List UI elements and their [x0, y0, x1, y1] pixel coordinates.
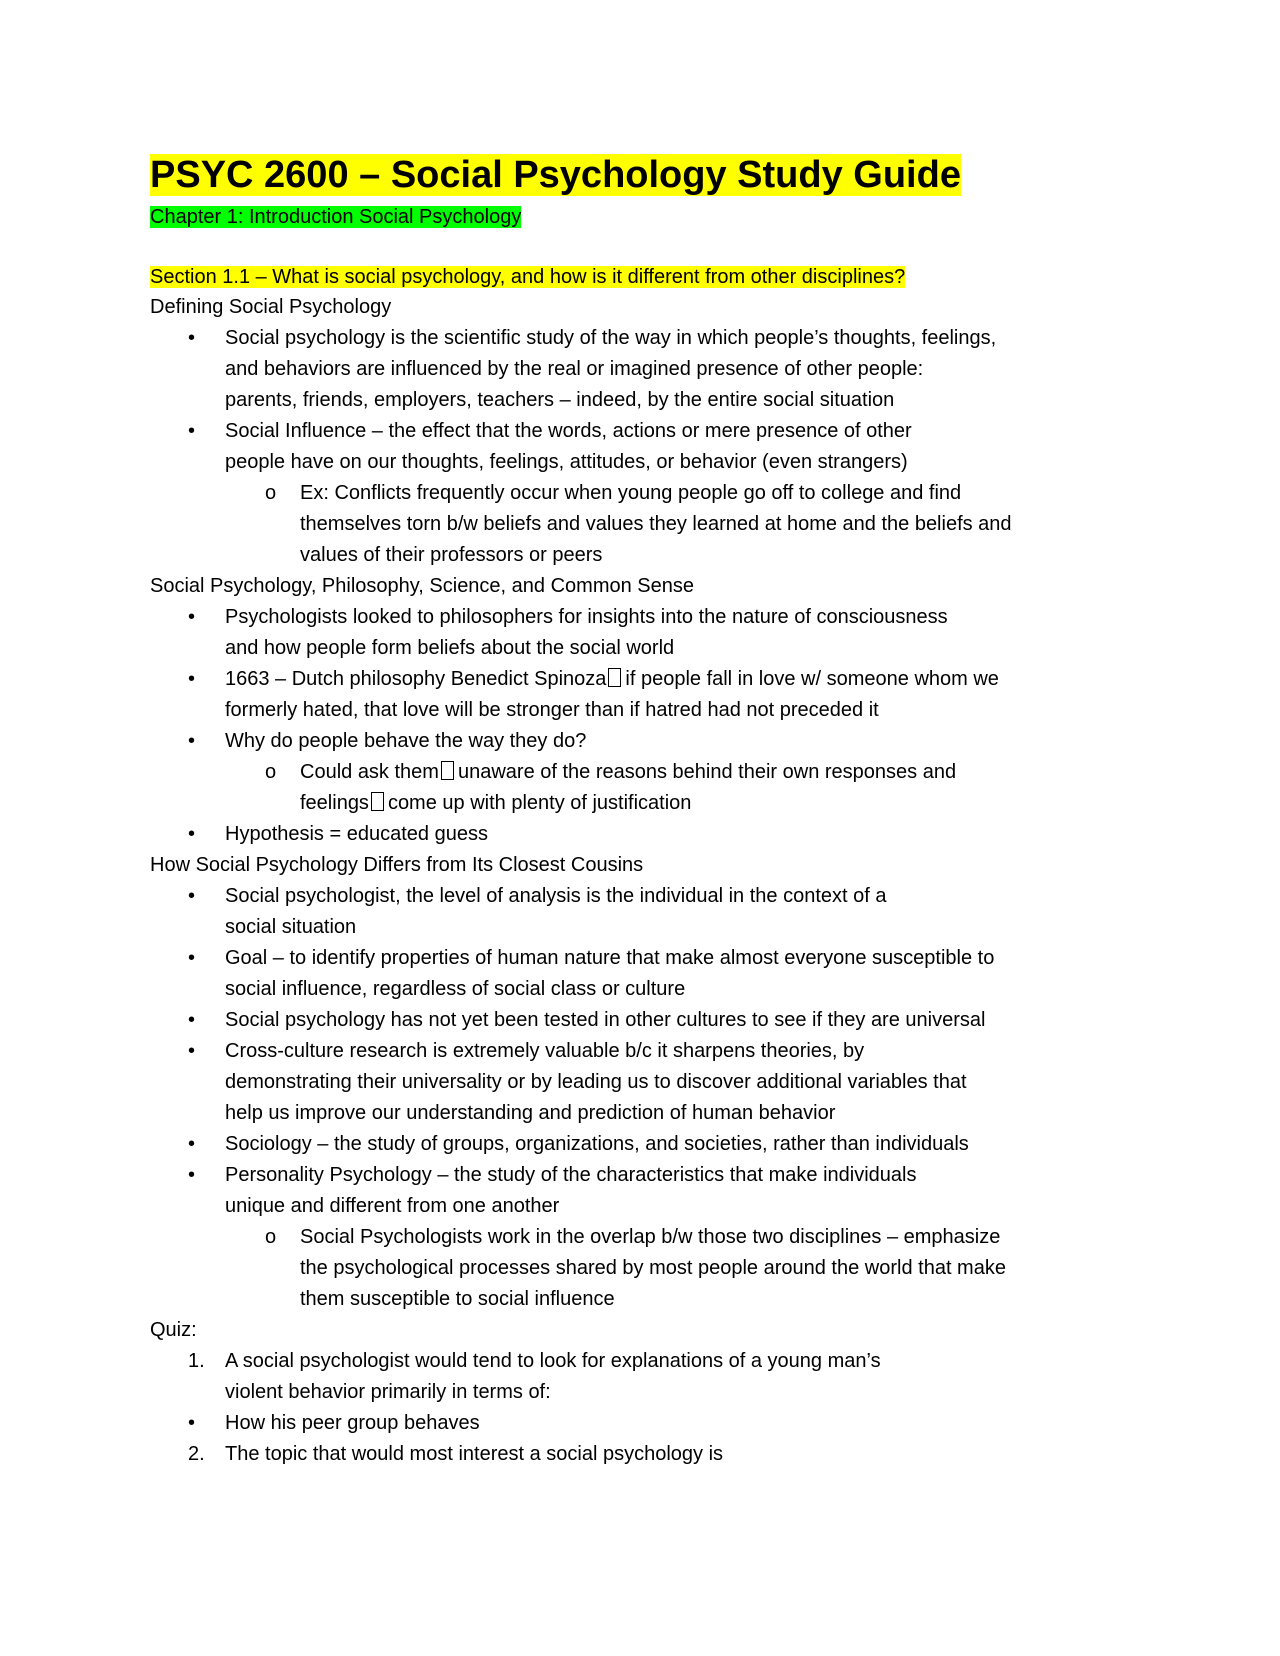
missing-glyph-icon [608, 668, 621, 687]
line: and how people form beliefs about the social world [225, 637, 675, 659]
bullet-marker: • [188, 606, 196, 628]
sub-bullet-marker: o [265, 482, 277, 504]
section-text: Section 1.1 – What is social psychology, and how is it different from other disciplines? [150, 266, 906, 288]
bullet-marker: • [188, 823, 196, 845]
sub-list-item [150, 757, 1150, 819]
bullet-marker: • [188, 885, 196, 907]
sub-bullet-marker: o [265, 761, 277, 783]
bullet-marker: • [188, 1040, 196, 1062]
page-title [150, 150, 1150, 200]
bullet-marker: • [188, 1164, 196, 1186]
title-text: PSYC 2600 – Social Psychology Study Guide [150, 154, 961, 196]
line: Social psychology has not yet been tested in other cultures to see if they are universal [225, 1009, 986, 1031]
missing-glyph-icon [441, 761, 454, 780]
line: themselves torn b/w beliefs and values they learned at home and the beliefs and [300, 513, 1012, 535]
bullet-list [150, 602, 1150, 850]
list-item [150, 726, 1150, 757]
quiz-item [150, 1346, 1150, 1408]
sub-bullet-marker: o [265, 1226, 277, 1248]
list-item [150, 881, 1150, 943]
list-item [150, 1005, 1150, 1036]
bullet-marker: • [188, 1133, 196, 1155]
missing-glyph-icon [371, 792, 384, 811]
quiz-answer [150, 1408, 1150, 1439]
line: Social psychology is the scientific study of the way in which people’s thoughts, feelings, [225, 327, 997, 349]
number-marker: 2. [188, 1443, 205, 1465]
sub-list-item [150, 1222, 1150, 1315]
line: feelings [300, 792, 369, 814]
list-item [150, 323, 1150, 416]
group-closest-cousins [150, 850, 1150, 1315]
group-heading: How Social Psychology Differs from Its Closest Cousins [150, 854, 644, 876]
line: Social Psychologists work in the overlap b/w those two disciplines – emphasize [300, 1226, 1001, 1248]
bullet-marker: • [188, 947, 196, 969]
group-defining-social-psychology [150, 292, 1150, 571]
chapter-text: Chapter 1: Introduction Social Psychology [150, 206, 522, 228]
line: Social psychologist, the level of analysis is the individual in the context of a [225, 885, 887, 907]
line: formerly hated, that love will be stronger than if hatred had not preceded it [225, 699, 879, 721]
number-marker: 1. [188, 1350, 205, 1372]
list-item [150, 602, 1150, 664]
line: and behaviors are influenced by the real or imagined presence of other people: [225, 358, 924, 380]
list-item [150, 1129, 1150, 1160]
line: come up with plenty of justification [387, 792, 692, 814]
line: unaware of the reasons behind their own responses and [457, 761, 957, 783]
line: violent behavior primarily in terms of: [225, 1381, 551, 1403]
bullet-marker: • [188, 1412, 196, 1434]
line: if people fall in love w/ someone whom we [625, 668, 999, 690]
chapter-heading [150, 202, 1150, 232]
line: A social psychologist would tend to look for explanations of a young man’s [225, 1350, 881, 1372]
line: demonstrating their universality or by leading us to discover additional variables that [225, 1071, 967, 1093]
line: the psychological processes shared by most people around the world that make [300, 1257, 1006, 1279]
document-content [150, 150, 1150, 1470]
group-philosophy-science [150, 571, 1150, 850]
line: Psychologists looked to philosophers for insights into the nature of consciousness [225, 606, 948, 628]
quiz-list [150, 1346, 1150, 1470]
quiz-heading: Quiz: [150, 1319, 197, 1341]
line: The topic that would most interest a social psychology is [225, 1443, 724, 1465]
line: social influence, regardless of social class or culture [225, 978, 686, 1000]
bullet-marker: • [188, 1009, 196, 1031]
line: parents, friends, employers, teachers – indeed, by the entire social situation [225, 389, 895, 411]
section-heading [150, 262, 1150, 292]
list-item [150, 1160, 1150, 1222]
group-heading: Defining Social Psychology [150, 296, 392, 318]
line: people have on our thoughts, feelings, attitudes, or behavior (even strangers) [225, 451, 908, 473]
bullet-marker: • [188, 327, 196, 349]
bullet-list [150, 323, 1150, 571]
bullet-marker: • [188, 730, 196, 752]
sub-list-item [150, 478, 1150, 571]
line: social situation [225, 916, 357, 938]
line: Social Influence – the effect that the words, actions or mere presence of other [225, 420, 912, 442]
line: values of their professors or peers [300, 544, 603, 566]
list-item [150, 416, 1150, 478]
list-item [150, 664, 1150, 726]
line: 1663 – Dutch philosophy Benedict Spinoza [225, 668, 607, 690]
quiz-section [150, 1315, 1150, 1470]
list-item [150, 819, 1150, 850]
line: Could ask them [300, 761, 439, 783]
group-heading: Social Psychology, Philosophy, Science, and Common Sense [150, 575, 694, 597]
line: Why do people behave the way they do? [225, 730, 587, 752]
line: Sociology – the study of groups, organizations, and societies, rather than individuals [225, 1133, 969, 1155]
line: them susceptible to social influence [300, 1288, 615, 1310]
line: unique and different from one another [225, 1195, 560, 1217]
line: Goal – to identify properties of human nature that make almost everyone susceptible to [225, 947, 995, 969]
line: Personality Psychology – the study of the characteristics that make individuals [225, 1164, 917, 1186]
list-item [150, 943, 1150, 1005]
bullet-marker: • [188, 668, 196, 690]
line: How his peer group behaves [225, 1412, 480, 1434]
quiz-item [150, 1439, 1150, 1470]
list-item [150, 1036, 1150, 1129]
line: Ex: Conflicts frequently occur when young people go off to college and find [300, 482, 962, 504]
line: help us improve our understanding and prediction of human behavior [225, 1102, 836, 1124]
line: Cross-culture research is extremely valuable b/c it sharpens theories, by [225, 1040, 865, 1062]
bullet-list [150, 881, 1150, 1315]
line: Hypothesis = educated guess [225, 823, 488, 845]
bullet-marker: • [188, 420, 196, 442]
